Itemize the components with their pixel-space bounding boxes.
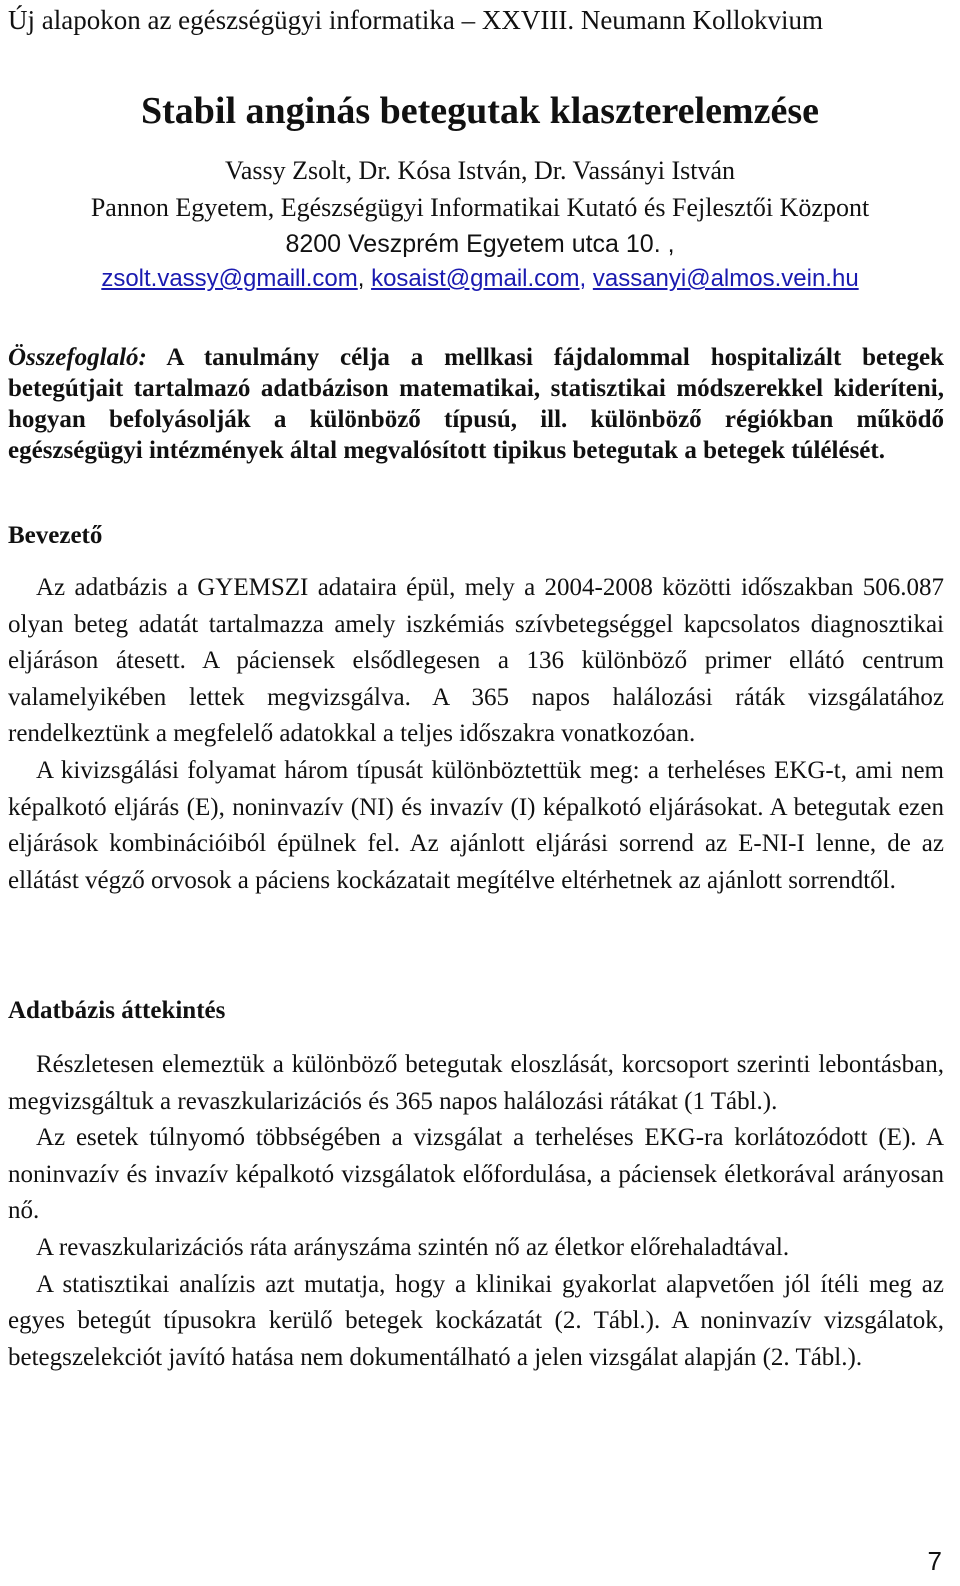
section-database-overview [8, 1047, 944, 1376]
email-separator: , [579, 265, 593, 292]
abstract-text: A tanulmány célja a mellkasi fájdalommal hospitalizált betegek betegútjait tartalmazó adatbázison matematikai, statisztikai módszerekkel kideríteni, hogyan befolyásolják a különböző típusú, ill. különböző régiókban működő egészségügyi intézmények által megvalósított tipikus betegutak a betegek túlélését. [8, 344, 945, 464]
email-separator: , [357, 265, 372, 292]
email-link-3[interactable]: vassanyi@almos.vein.hu [592, 265, 859, 292]
email-list [0, 263, 960, 295]
paragraph: A statisztikai analízis azt mutatja, hogy a klinikai gyakorlat alapvetően jól ítéli meg az egyes betegút típusokra kerülő betegek kockázatát (2. Tábl.). A noninvazív vizsgálatok, betegszelekciót javító hatása nem dokumentálható a jelen vizsgálat alapján (2. Tábl.). [8, 1270, 944, 1371]
affiliation: Pannon Egyetem, Egészségügyi Informatikai Kutató és Fejlesztői Központ [90, 193, 870, 222]
email-link-1[interactable]: zsolt.vassy@gmaill.com [101, 265, 358, 292]
paragraph: Az esetek túlnyomó többségében a vizsgálat a terheléses EKG-ra korlátozódott (E). A noninvazív és invazív képalkotó vizsgálatok előfordulása, a páciensek életkorával arányosan nő. [8, 1124, 944, 1225]
email-link-2[interactable]: kosaist@gmail.com [371, 265, 580, 292]
paragraph: Az adatbázis a GYEMSZI adataira épül, mely a 2004-2008 közötti időszakban 506.087 olyan beteg adatát tartalmazza amely iszkémiás szívbetegséggel kapcsolatos diagnosztikai eljáráson átesett. A páciensek elsődlegesen a 136 különböző primer ellátó centrum valamelyikében lettek megvizsgálva. A 365 napos halálozási ráták vizsgálatához rendelkeztünk a megfelelő adatokkal a teljes időszakra vonatkozóan. [8, 574, 944, 748]
paragraph: A revaszkularizációs ráta arányszáma szintén nő az életkor előrehaladtával. [36, 1233, 790, 1261]
section-heading-database-overview: Adatbázis áttekintés [8, 997, 226, 1024]
paragraph: A kivizsgálási folyamat három típusát különböztettük meg: a terheléses EKG-t, ami nem képalkotó eljárás (E), noninvazív (NI) és invazív (I) képalkotó eljárásokat. A betegutak ezen eljárások kombinációiból épülnek fel. Az ajánlott eljárási sorrend az E-NI-I lenne, de az ellátást végző orvosok a páciens kockázatait megítélve eltérhetnek az ajánlott sorrendtől. [8, 756, 944, 894]
abstract-label: Összefoglaló: [8, 344, 147, 371]
section-introduction [8, 570, 944, 899]
postal-address: 8200 Veszprém Egyetem utca 10. , [285, 230, 675, 258]
author-list: Vassy Zsolt, Dr. Kósa István, Dr. Vassányi István [224, 156, 736, 185]
section-heading-introduction: Bevezető [8, 522, 103, 549]
running-header: Új alapokon az egészségügyi informatika – XXVIII. Neumann Kollokvium [8, 5, 824, 35]
page-number: 7 [927, 1546, 942, 1576]
paragraph: Részletesen elemeztük a különböző betegutak eloszlását, korcsoport szerinti lebontásban, megvizsgáltuk a revaszkularizációs és 365 napos halálozási rátákat (1 Tábl.). [8, 1051, 944, 1115]
paper-title: Stabil anginás betegutak klaszterelemzése [141, 90, 819, 132]
abstract [8, 342, 944, 466]
